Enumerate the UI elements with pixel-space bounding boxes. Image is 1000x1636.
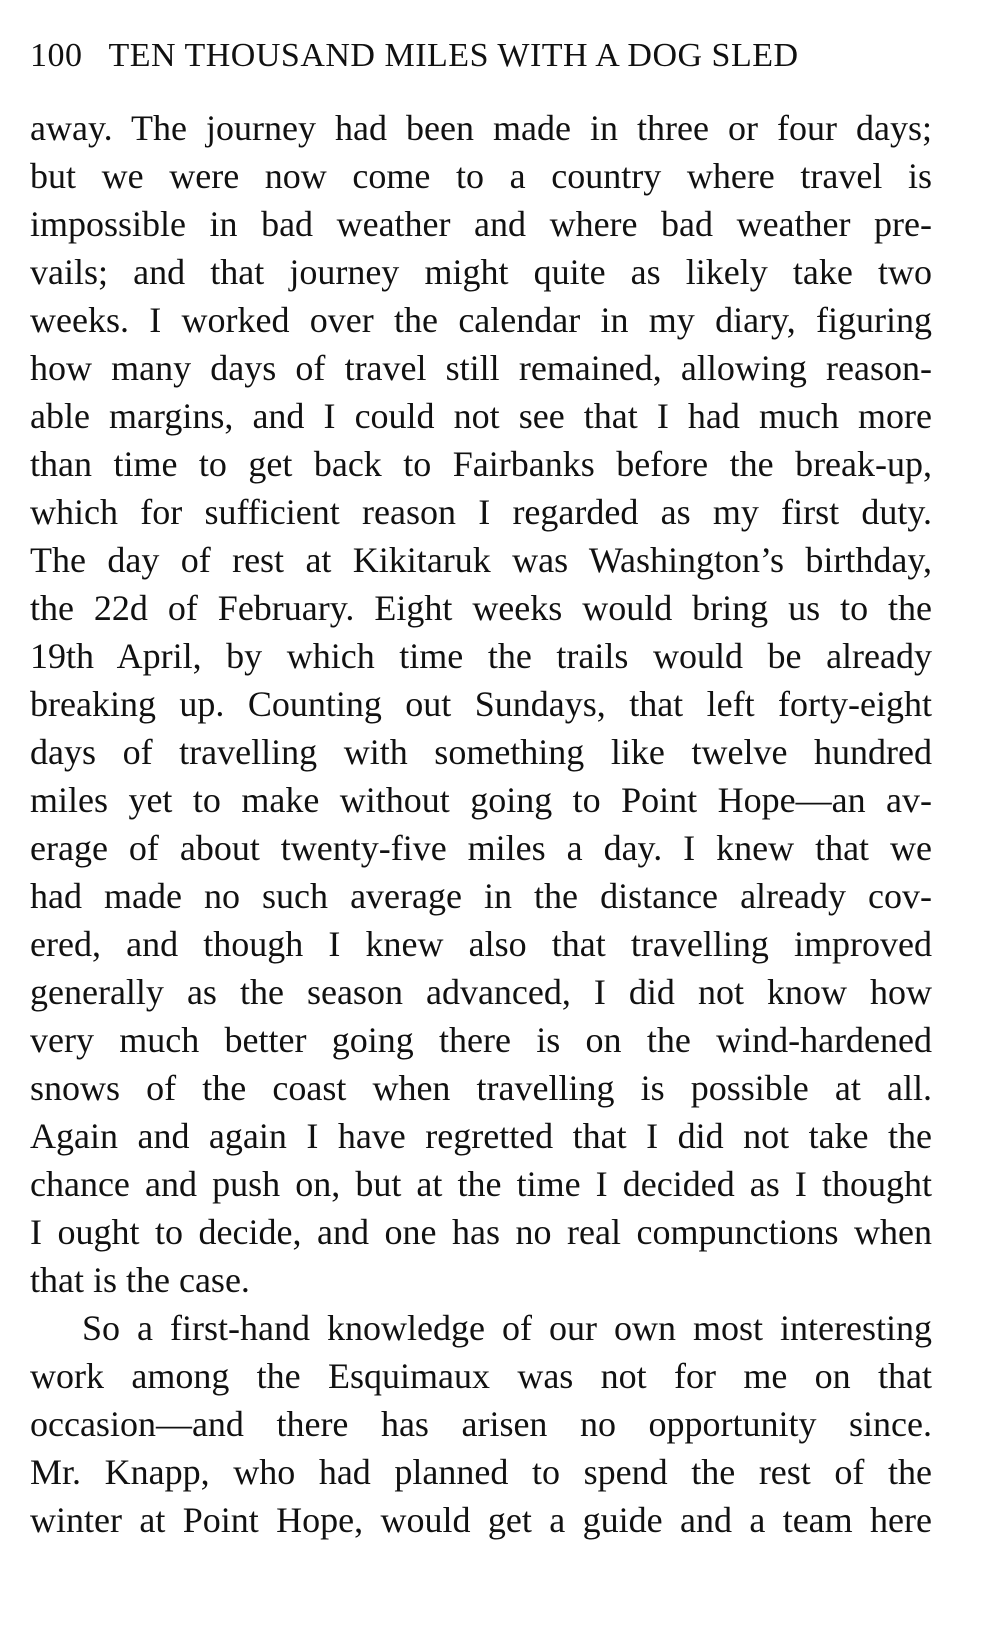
- text-line: days of travelling with something like twelve hundred: [30, 732, 932, 772]
- text-line: the 22d of February. Eight weeks would bring us to the: [30, 588, 932, 628]
- text-line: occasion—and there has arisen no opportunity since.: [30, 1404, 932, 1444]
- text-line: very much better going there is on the wind-hardened: [30, 1020, 932, 1060]
- text-line: I ought to decide, and one has no real compunctions when: [30, 1212, 932, 1252]
- text-line: how many days of travel still remained, allowing reason-: [30, 348, 932, 388]
- text-line: 19th April, by which time the trails would be already: [30, 636, 932, 676]
- text-line: Again and again I have regretted that I did not take the: [30, 1116, 932, 1156]
- text-line: chance and push on, but at the time I decided as I thought: [30, 1164, 932, 1204]
- text-line: snows of the coast when travelling is possible at all.: [30, 1068, 932, 1108]
- text-line: weeks. I worked over the calendar in my diary, figuring: [30, 300, 932, 340]
- text-line: Mr. Knapp, who had planned to spend the rest of the: [30, 1452, 932, 1492]
- text-line: able margins, and I could not see that I had much more: [30, 396, 932, 436]
- text-line: vails; and that journey might quite as likely take two: [30, 252, 932, 292]
- text-line: impossible in bad weather and where bad weather pre-: [30, 204, 932, 244]
- text-line: work among the Esquimaux was not for me on that: [30, 1356, 932, 1396]
- text-line: but we were now come to a country where travel is: [30, 156, 932, 196]
- paragraph-start-line: So a first-hand knowledge of our own most interesting: [82, 1308, 932, 1348]
- text-line: erage of about twenty-five miles a day. I knew that we: [30, 828, 932, 868]
- page-number: 100: [30, 37, 83, 74]
- text-line: miles yet to make without going to Point Hope—an av-: [30, 780, 932, 820]
- text-line: which for sufficient reason I regarded as my first duty.: [30, 492, 932, 532]
- text-line: away. The journey had been made in three or four days;: [30, 108, 932, 148]
- text-line: ered, and though I knew also that travelling improved: [30, 924, 932, 964]
- text-line: breaking up. Counting out Sundays, that left forty-eight: [30, 684, 932, 724]
- text-line: generally as the season advanced, I did not know how: [30, 972, 932, 1012]
- paragraph-end-line: that is the case.: [30, 1260, 250, 1300]
- body-text: [30, 104, 932, 1544]
- text-line: winter at Point Hope, would get a guide and a team here: [30, 1500, 932, 1540]
- text-line: The day of rest at Kikitaruk was Washington’s birthday,: [30, 540, 932, 580]
- running-head: [30, 30, 940, 82]
- text-line: than time to get back to Fairbanks before the break-up,: [30, 444, 932, 484]
- running-title: TEN THOUSAND MILES WITH A DOG SLED: [108, 37, 799, 74]
- text-line: had made no such average in the distance already cov-: [30, 876, 932, 916]
